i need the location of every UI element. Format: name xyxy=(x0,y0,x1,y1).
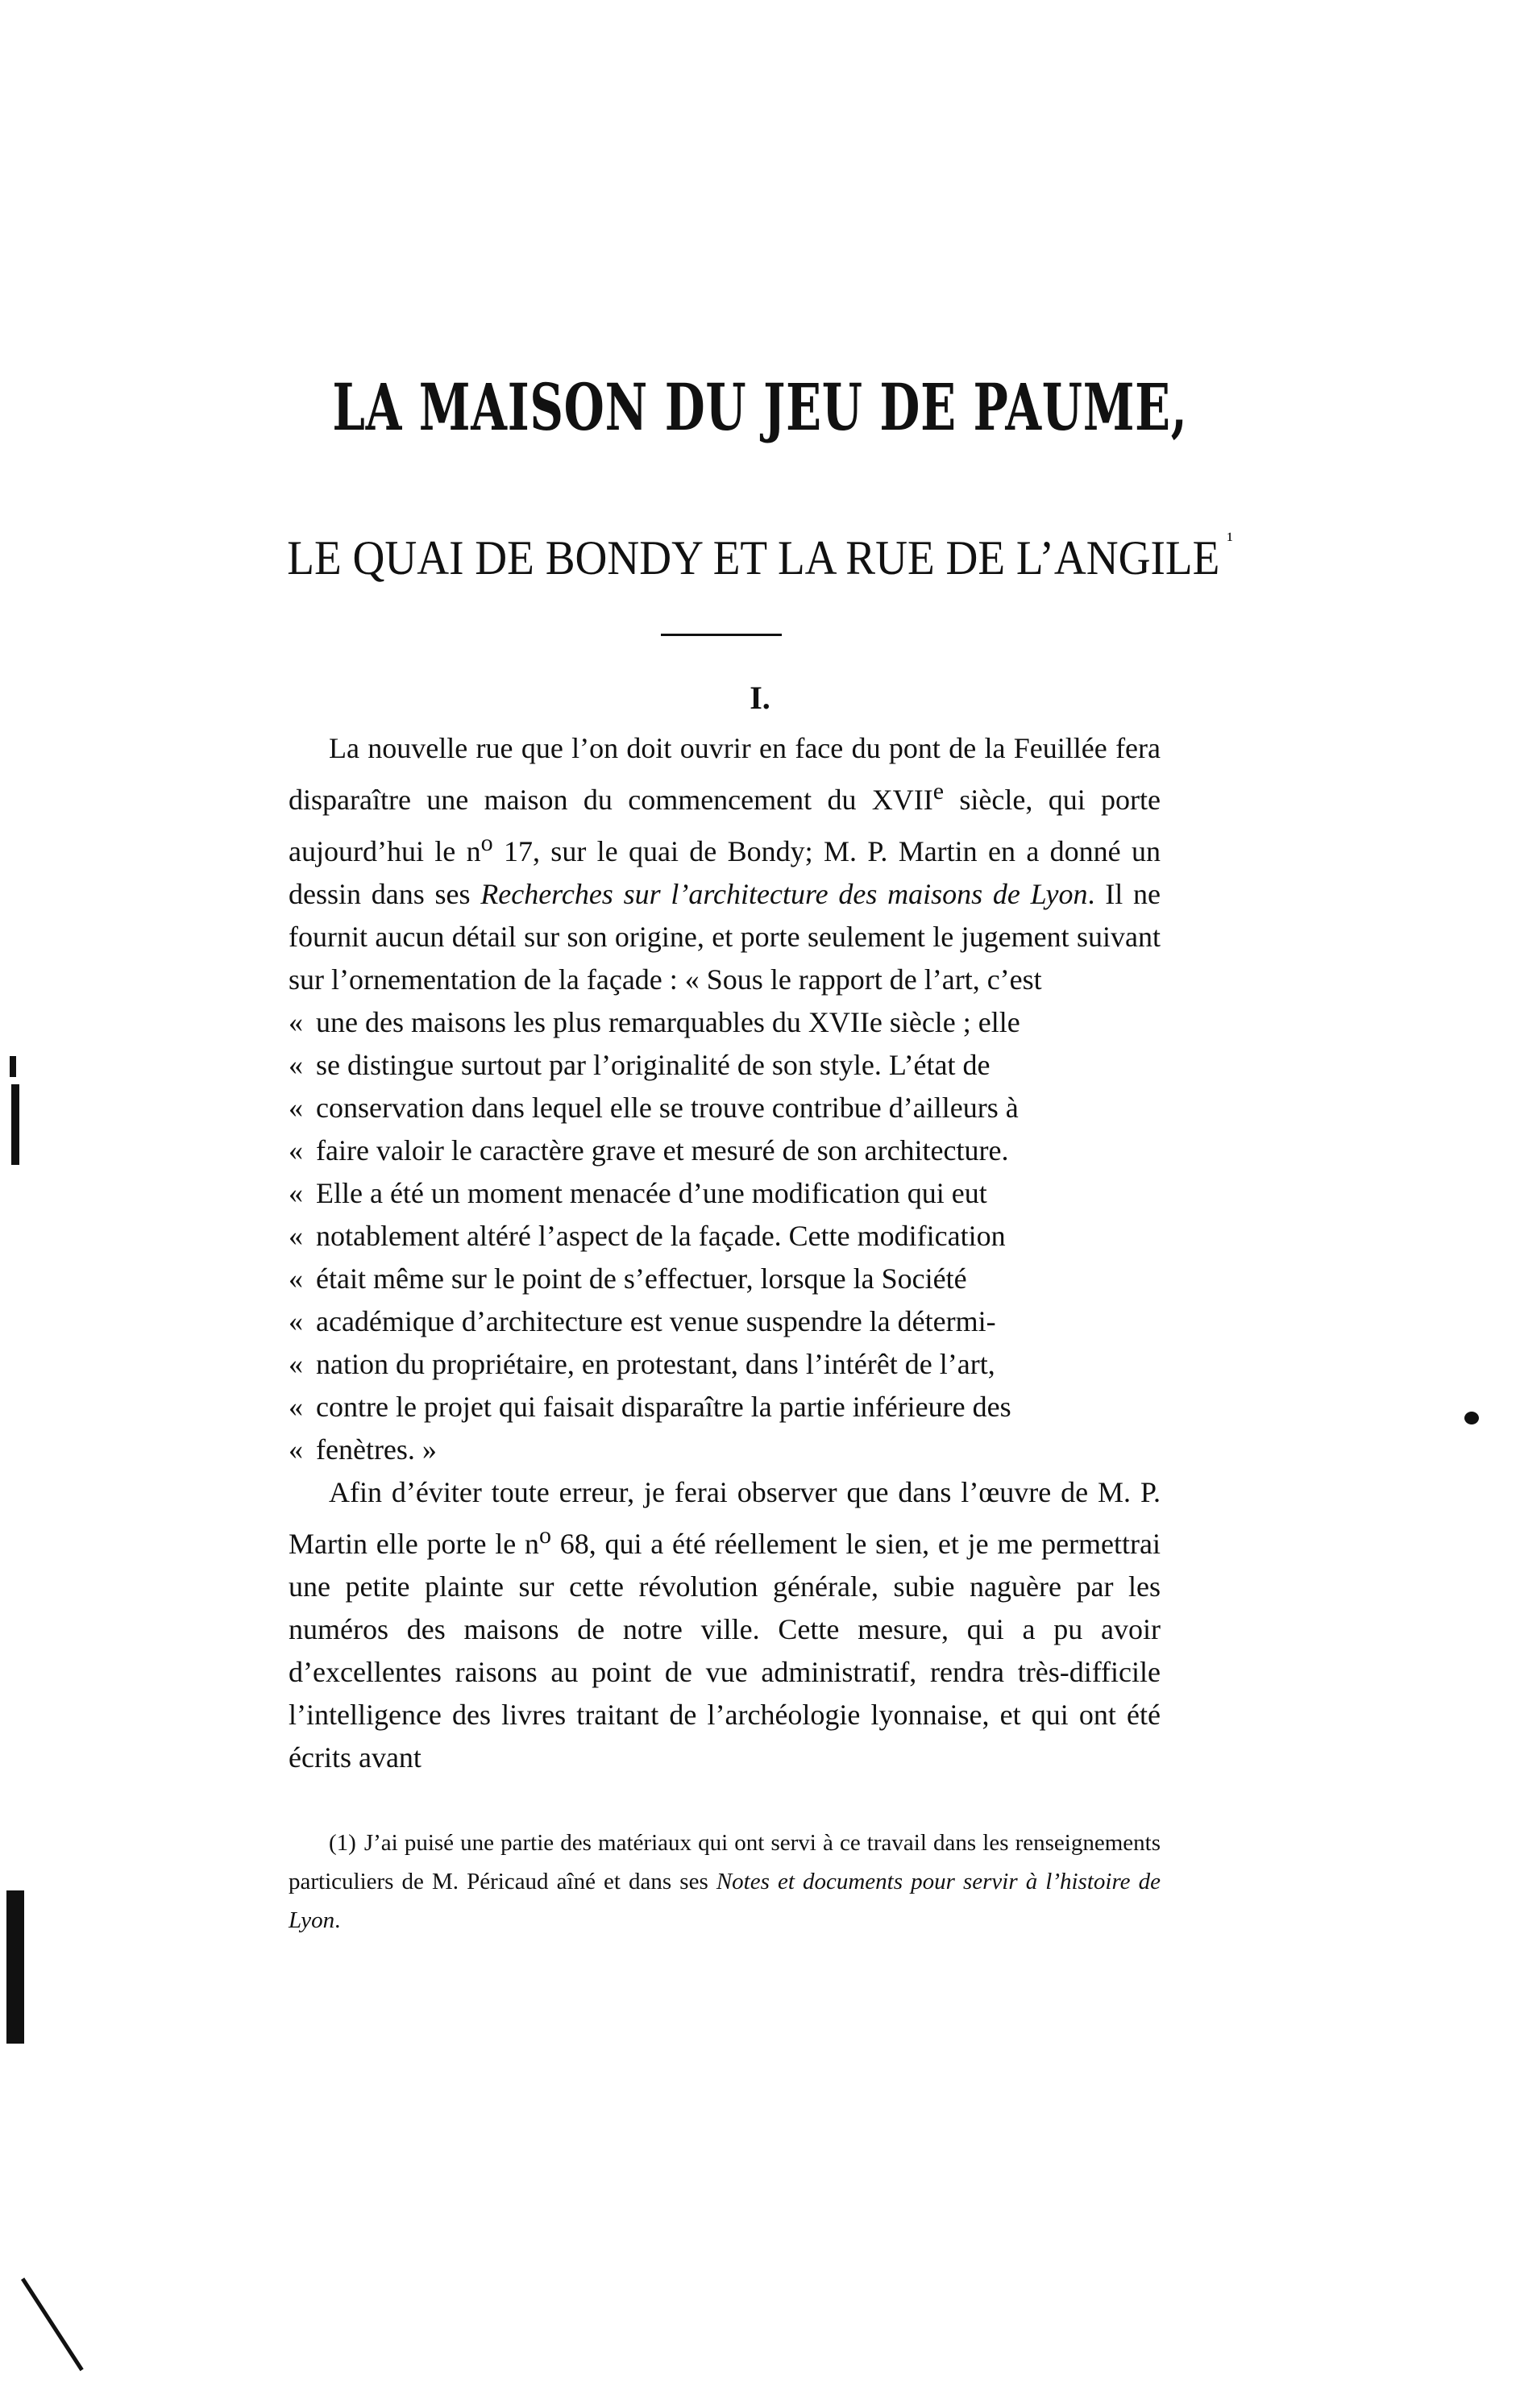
quote-line: « faire valoir le caractère grave et mesuré de son architecture. xyxy=(289,1129,1161,1172)
footnote-marker: (1) xyxy=(329,1830,356,1856)
paragraph-2 xyxy=(289,1471,1161,1779)
scan-mark xyxy=(10,1056,16,1077)
footnote-text xyxy=(289,1824,1161,1940)
page-subtitle xyxy=(60,504,1459,594)
quote-line: « se distingue surtout par l’originalité de son style. L’état de xyxy=(289,1044,1161,1087)
quote-line: « était même sur le point de s’effectuer, lorsque la Société xyxy=(289,1258,1161,1300)
title-divider xyxy=(661,634,782,636)
paragraph-1 xyxy=(289,727,1161,1001)
scan-mark xyxy=(21,2277,84,2371)
paragraph-1-text: La nouvelle rue que l’on doit ouvrir en face du pont de la Feuillée fera disparaître une maison du commencement du XVII xyxy=(289,732,1161,816)
paragraph-1-text-4: . Il ne fournit aucun détail sur son origine, et porte seulement le jugement suivant sur l’ornementation de la façade : « Sous le rapport de l’art, c’est xyxy=(289,878,1161,996)
superscript: e xyxy=(932,778,945,805)
quote-line: « conservation dans lequel elle se trouve contribue d’ailleurs à xyxy=(289,1087,1161,1129)
footnote xyxy=(289,1824,1161,1940)
page-title: LA MAISON DU JEU DE PAUME, xyxy=(332,369,1188,445)
section-number: I. xyxy=(750,680,770,716)
scan-mark xyxy=(11,1084,19,1165)
superscript: o xyxy=(480,830,493,856)
paragraph-2-text: Afin d’éviter toute erreur, je ferai observer que dans l’œuvre de M. P. Martin elle porte le n xyxy=(289,1476,1161,1560)
scan-mark xyxy=(1464,1412,1479,1424)
quote-line: « contre le projet qui faisait disparaître la partie inférieure des xyxy=(289,1386,1161,1429)
quote-line: « académique d’architecture est venue suspendre la détermi- xyxy=(289,1300,1161,1343)
scan-mark xyxy=(6,1890,24,2044)
quote-line: « fenètres. » xyxy=(289,1429,1161,1471)
superscript: o xyxy=(538,1522,551,1549)
footnote-reference: ¹ xyxy=(1227,528,1233,551)
footnote-work-title: Notes et documents pour servir à l’histoire de Lyon xyxy=(289,1869,1161,1933)
paragraph-1-text-3: 17, sur le quai de Bondy; M. P. Martin en a donné un dessin dans ses xyxy=(289,835,1161,910)
footnote-body: J’ai puisé une partie des matériaux qui ont servi à ce travail dans les renseignements particuliers de M. Péricaud aîné et dans ses xyxy=(289,1830,1161,1894)
quote-line: « Elle a été un moment menacée d’une modification qui eut xyxy=(289,1172,1161,1215)
work-title: Recherches sur l’architecture des maisons de Lyon xyxy=(480,878,1088,910)
subtitle-text: LE QUAI DE BONDY ET LA RUE DE L’ANGILE xyxy=(287,531,1220,584)
paragraph-2-text-2: 68, qui a été réellement le sien, et je me permettrai une petite plainte sur cette révolution générale, subie naguère par les numéros des maisons de notre ville. Cette mesure, qui a pu avoir d’excellentes raisons au point de vue administratif, rendra très-difficile l’intelligence des livres traitant de l’archéologie lyonnaise, et qui ont été écrits avant xyxy=(289,1528,1161,1774)
quote-line: « notablement altéré l’aspect de la façade. Cette modification xyxy=(289,1215,1161,1258)
quote-line: « nation du propriétaire, en protestant, dans l’intérêt de l’art, xyxy=(289,1343,1161,1386)
body-text xyxy=(289,727,1161,1779)
paragraph-1-text-2: siècle, qui porte aujourd’hui le n xyxy=(289,784,1161,867)
footnote-end: . xyxy=(334,1907,341,1933)
quote-line: « une des maisons les plus remarquables du XVIIe siècle ; elle xyxy=(289,1001,1161,1044)
